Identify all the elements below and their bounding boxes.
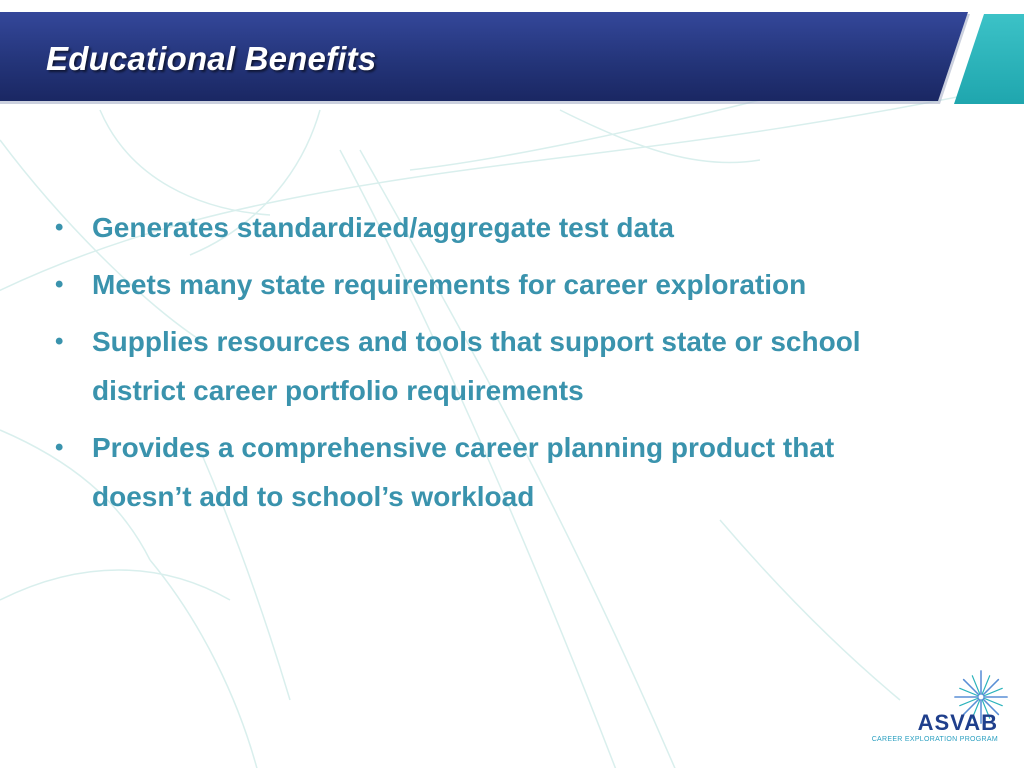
logo-tagline: CAREER EXPLORATION PROGRAM <box>871 736 998 743</box>
bullet-item <box>55 317 875 415</box>
bullet-text: Generates standardized/aggregate test data <box>92 212 674 243</box>
bullet-text: Provides a comprehensive career planning product that doesn’t add to school’s workload <box>92 432 835 512</box>
bullet-dot-icon: • <box>55 214 64 241</box>
bullet-text: Supplies resources and tools that support state or school district career portfolio requirements <box>92 326 861 406</box>
bullet-item <box>55 423 875 521</box>
bullet-item <box>55 260 875 309</box>
bullet-dot-icon: • <box>55 271 64 298</box>
bullet-list <box>55 203 875 529</box>
bullet-item <box>55 203 875 252</box>
logo-wordmark: ASVAB <box>917 710 998 735</box>
asvab-logo <box>858 668 1004 750</box>
bullet-dot-icon: • <box>55 328 64 355</box>
slide-title: Educational Benefits <box>46 40 377 77</box>
bullet-text: Meets many state requirements for career exploration <box>92 269 807 300</box>
bullet-dot-icon: • <box>55 434 64 461</box>
